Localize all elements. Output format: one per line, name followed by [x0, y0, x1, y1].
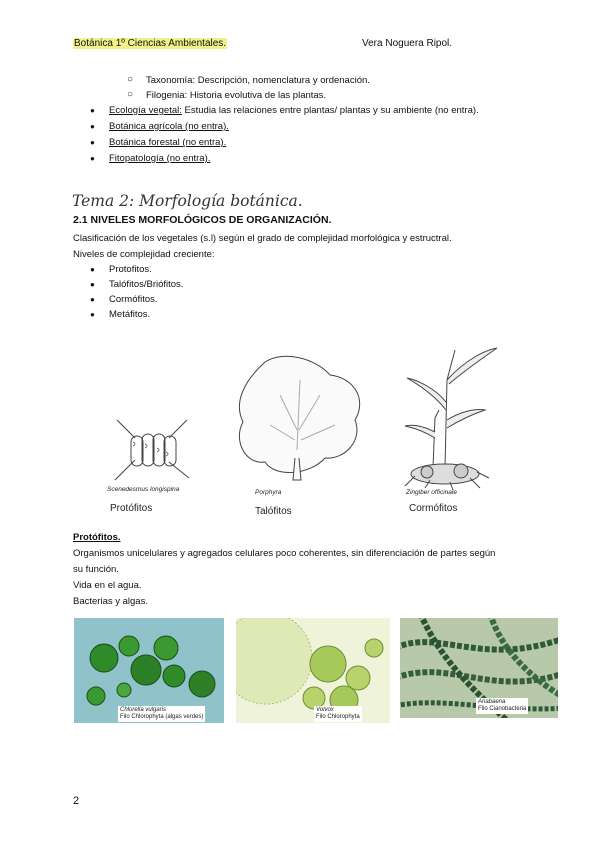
list-item: Fitopatología (no entra).: [109, 153, 211, 164]
photo-label-phylum: Filo Chlorophyta: [316, 714, 360, 720]
tema-title: Tema 2: Morfología botánica.: [72, 192, 303, 210]
section-paragraph: Niveles de complejidad creciente:: [73, 249, 215, 260]
figure-caption: Talófitos: [255, 506, 292, 517]
list-item: [109, 105, 479, 117]
level-marker: ●: [90, 265, 95, 274]
protofitos-paragraph: Organismos unicelulares y agregados celulares poco coherentes, sin diferenciación de partes según: [73, 548, 496, 559]
list-marker: ●: [90, 106, 95, 115]
level-marker: ●: [90, 310, 95, 319]
scenedesmus-drawing: [115, 420, 189, 480]
photo-label-phylum: Filo Chlorophyta (algas verdes): [120, 714, 204, 720]
photo-label-species: Volvox: [316, 707, 334, 713]
figure-latin-label: Scenedesmus longispina: [107, 486, 180, 493]
level-item: Protofitos.: [109, 264, 152, 275]
header-author: Vera Noguera Ripol.: [362, 38, 453, 49]
level-item: Talófitos/Briófitos.: [109, 279, 184, 290]
list-item: Botánica forestal (no entra).: [109, 137, 227, 148]
figure-latin-label: Porphyra: [255, 489, 282, 496]
level-marker: ●: [90, 280, 95, 289]
protofitos-paragraph: Vida en el agua.: [73, 580, 142, 591]
protofitos-heading: Protófitos.: [73, 532, 121, 543]
sublist-item: Filogenia: Historia evolutiva de las plantas.: [146, 90, 327, 101]
list-marker: ●: [90, 138, 95, 147]
protofitos-paragraph: su función.: [73, 564, 119, 575]
porphyra-drawing: [239, 356, 359, 480]
list-item-term: Ecología vegetal:: [109, 105, 182, 116]
zingiber-drawing: [405, 348, 497, 490]
figure-caption: Protófitos: [110, 503, 153, 514]
volvox-colonies: [236, 618, 390, 723]
sublist-marker: ○: [127, 89, 134, 100]
level-item: Cormófitos.: [109, 294, 158, 305]
level-marker: ●: [90, 295, 95, 304]
anabaena-photo: [400, 618, 558, 718]
list-marker: ●: [90, 154, 95, 163]
section-paragraph: Clasificación de los vegetales (s.l) según el grado de complejidad morfológica y estructral.: [73, 233, 452, 244]
morphology-figure: [105, 340, 515, 490]
section-title: 2.1 NIVELES MORFOLÓGICOS DE ORGANIZACIÓN.: [73, 214, 332, 226]
page-number: 2: [73, 795, 80, 807]
photo-label-phylum: Filo Cianobacteria: [478, 706, 527, 712]
level-item: Metáfitos.: [109, 309, 151, 320]
photo-label-species: Anabaena: [478, 699, 506, 705]
list-marker: ●: [90, 122, 95, 131]
figure-caption: Cormófitos: [409, 503, 458, 514]
figure-latin-label: Zingiber officinale: [406, 489, 457, 496]
list-item-rest: Estudia las relaciones entre plantas/ plantas y su ambiente (no entra).: [181, 105, 479, 116]
header-subject: Botánica 1º Ciencias Ambientales.: [74, 38, 227, 49]
photo-label-species: Chlorella vulgaris: [120, 707, 167, 713]
sublist-marker: ○: [127, 74, 134, 85]
protofitos-paragraph: Bacterias y algas.: [73, 596, 148, 607]
list-item: Botánica agrícola (no entra).: [109, 121, 229, 132]
sublist-item: Taxonomía: Descripción, nomenclatura y ordenación.: [146, 75, 370, 86]
volvox-photo: [236, 618, 390, 723]
chlorella-photo: [74, 618, 224, 723]
